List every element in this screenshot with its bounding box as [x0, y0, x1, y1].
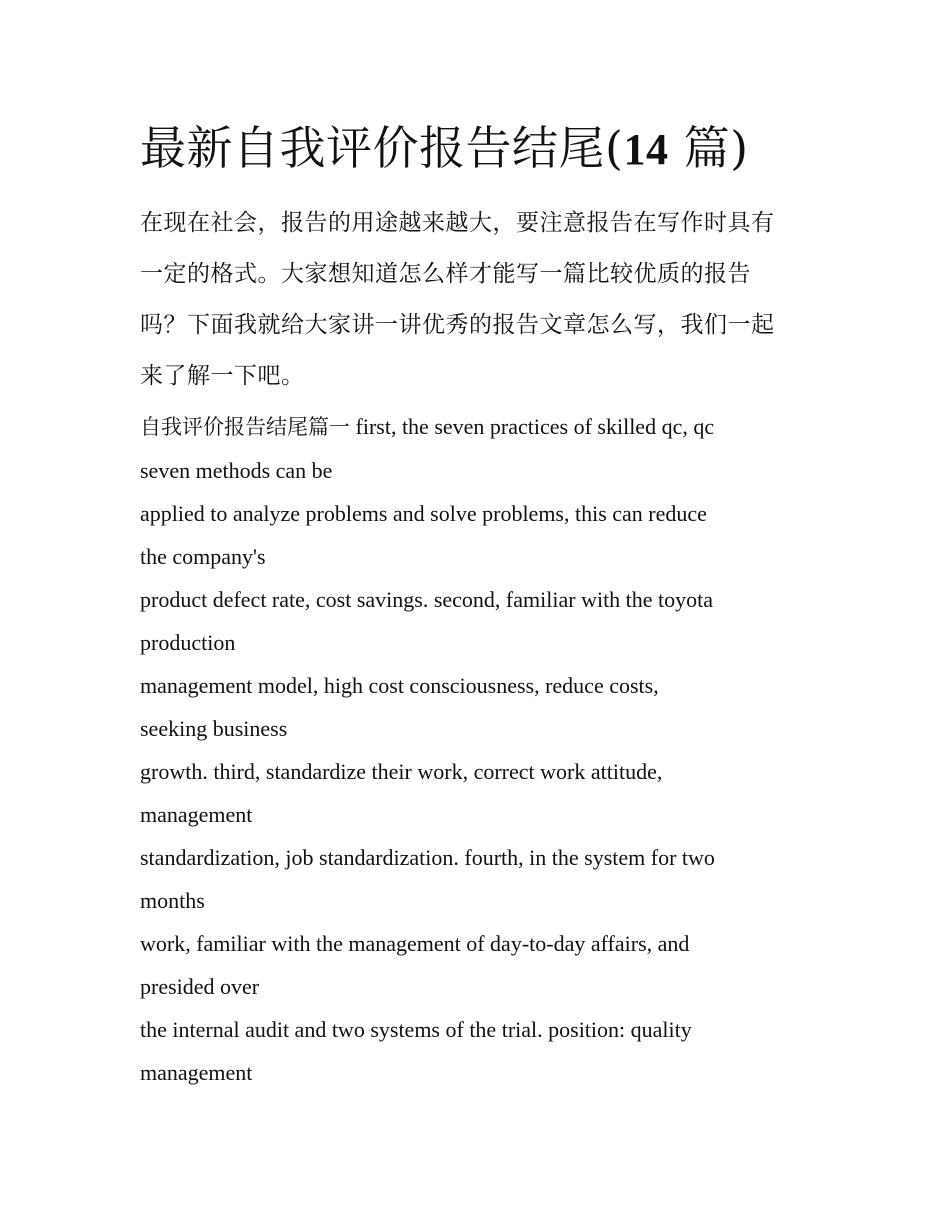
- body-line: seeking business: [140, 716, 288, 741]
- body-line: applied to analyze problems and solve problems, this can reduce: [140, 501, 707, 526]
- intro-line: 在现在社会，报告的用途越来越大，要注意报告在写作时具有: [140, 210, 775, 236]
- body-line: management: [140, 1060, 253, 1085]
- body-line: management model, high cost consciousness, reduce costs,: [140, 673, 659, 698]
- body-line: growth. third, standardize their work, correct work attitude,: [140, 759, 663, 784]
- document-title: [140, 112, 749, 186]
- intro-line: 一定的格式。大家想知道怎么样才能写一篇比较优质的报告: [140, 261, 751, 287]
- body-line: months: [140, 888, 205, 913]
- body-line: product defect rate, cost savings. second, familiar with the toyota: [140, 587, 714, 612]
- title-suffix: 篇): [668, 121, 749, 175]
- body-line: standardization, job standardization. fourth, in the system for two: [140, 845, 715, 870]
- body-text: [140, 405, 820, 1094]
- body-line: seven methods can be: [140, 458, 333, 483]
- intro-paragraph: [140, 198, 820, 402]
- body-line: the company's: [140, 544, 266, 569]
- body-line-text: first, the seven practices of skilled qc, qc: [350, 414, 715, 439]
- body-line: work, familiar with the management of day-to-day affairs, and: [140, 931, 690, 956]
- intro-line: 吗？下面我就给大家讲一讲优秀的报告文章怎么写，我们一起: [140, 312, 775, 338]
- body-line: management: [140, 802, 253, 827]
- title-count: 14: [623, 125, 669, 174]
- intro-line: 来了解一下吧。: [140, 363, 305, 389]
- body-line: the internal audit and two systems of the trial. position: quality: [140, 1017, 692, 1042]
- body-line: production: [140, 630, 236, 655]
- body-line: presided over: [140, 974, 260, 999]
- title-text: 最新自我评价报告结尾(: [140, 121, 624, 175]
- section-heading: 自我评价报告结尾篇一: [140, 415, 350, 439]
- body-line: [140, 405, 820, 449]
